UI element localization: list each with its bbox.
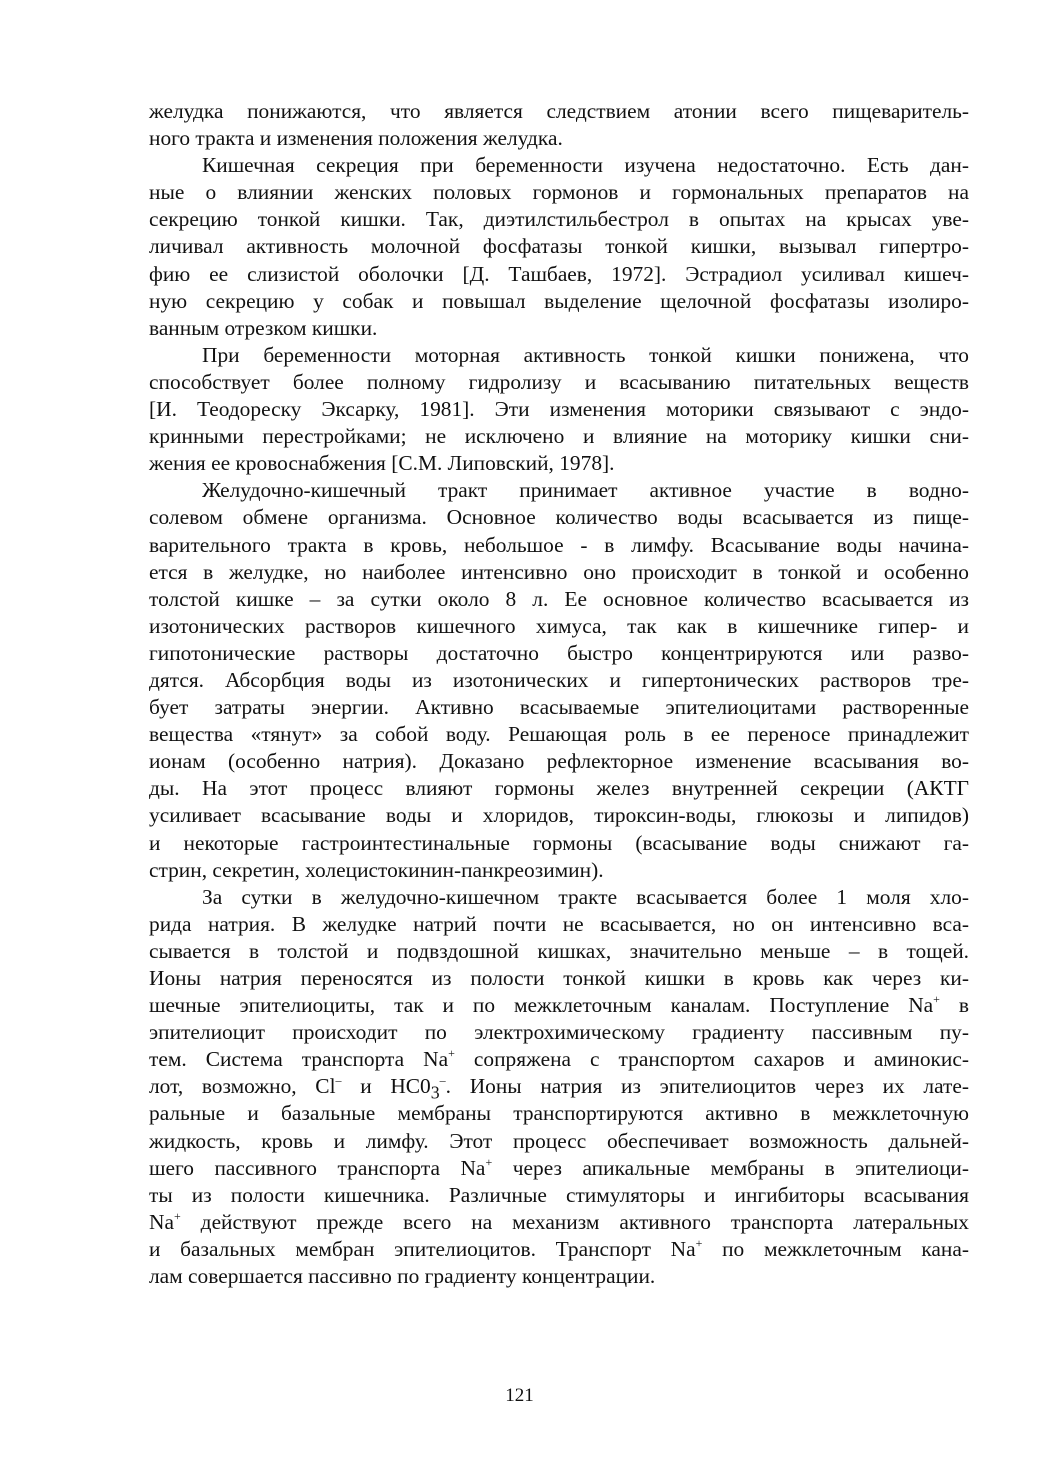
superscript-plus: + bbox=[448, 1046, 455, 1061]
text-run: Na bbox=[149, 1209, 174, 1234]
text-line: гипотонические растворы достаточно быстро концентрируются или разво- bbox=[149, 640, 969, 665]
text-run: сопряжена с транспортом сахаров и аминокис- bbox=[454, 1047, 970, 1072]
text-line: фию ее слизистой оболочки [Д. Ташбаев, 1972]. Эстрадиол усиливал кишеч- bbox=[149, 261, 969, 286]
text-run: шего пассивного транспорта Na bbox=[149, 1155, 486, 1180]
text-line: рида натрия. В желудке натрий почти не всасывается, но он интенсивно вса- bbox=[149, 911, 969, 936]
text-line: бует затраты энергии. Активно всасываемые эпителиоцитами растворенные bbox=[149, 695, 969, 720]
text-line: секрецию тонкой кишки. Так, диэтилстильбестрол в опытах на крысах уве- bbox=[149, 207, 969, 232]
text-line: способствует более полному гидролизу и всасыванию питательных веществ bbox=[149, 369, 969, 394]
text-line: жения ее кровоснабжения [С.М. Липовский, 1978]. bbox=[149, 451, 615, 476]
text-line: ную секрецию у собак и повышал выделение щелочной фосфатазы изолиро- bbox=[149, 288, 969, 313]
superscript-minus: – bbox=[439, 1073, 446, 1088]
text-line: [И. Теодореску Эксарку, 1981]. Эти изменения моторики связывают с эндо- bbox=[149, 397, 969, 422]
text-line: усиливает всасывание воды и хлоридов, тироксин-воды, глюкозы и липидов) bbox=[149, 803, 969, 828]
text-line: кринными перестройками; не исключено и влияние на моторику кишки сни- bbox=[149, 424, 969, 449]
text-line: ванным отрезком кишки. bbox=[149, 315, 378, 340]
text-run: лот, возможно, Cl bbox=[149, 1074, 336, 1099]
text-line: эпителиоцит происходит по электрохимическому градиенту пассивным пу- bbox=[149, 1020, 969, 1045]
text-line: Кишечная секреция при беременности изучена недостаточно. Есть дан- bbox=[202, 153, 969, 178]
text-line bbox=[149, 1209, 969, 1236]
superscript-plus: + bbox=[485, 1154, 493, 1169]
text-line: солевом обмене организма. Основное количество воды всасывается из пище- bbox=[149, 505, 969, 530]
text-line: ется в желудке, но наиболее интенсивно оно происходит в тонкой и особенно bbox=[149, 559, 969, 584]
text-line bbox=[149, 1155, 969, 1182]
text-line: ральные и базальные мембраны транспортируются активно в межклеточную bbox=[149, 1101, 969, 1126]
text-line bbox=[149, 992, 969, 1019]
text-line: ды. На этот процесс влияют гормоны желез внутренней секреции (АКТГ bbox=[149, 776, 969, 801]
text-line: дятся. Абсорбция воды из изотонических и гипертонических растворов тре- bbox=[149, 667, 969, 692]
text-line: ного тракта и изменения положения желудка. bbox=[149, 126, 563, 151]
text-run: через апикальные мембраны в эпителиоци- bbox=[492, 1155, 969, 1180]
text-run: по межклеточным кана- bbox=[702, 1236, 969, 1261]
text-line: личивал активность молочной фосфатазы тонкой кишки, вызывал гипертро- bbox=[149, 234, 969, 259]
text-line: Желудочно-кишечный тракт принимает активное участие в водно- bbox=[202, 478, 969, 503]
text-run: тем. Система транспорта Na bbox=[149, 1047, 449, 1072]
text-line: ты из полости кишечника. Различные стимуляторы и ингибиторы всасывания bbox=[149, 1182, 969, 1207]
text-line: ные о влиянии женских половых гормонов и гормональных препаратов на bbox=[149, 180, 969, 205]
text-run: действуют прежде всего на механизм активного транспорта латеральных bbox=[180, 1209, 969, 1234]
superscript-plus: + bbox=[933, 992, 940, 1007]
text-line: толстой кишке – за сутки около 8 л. Ее основное количество всасывается из bbox=[149, 586, 969, 611]
superscript-plus: + bbox=[173, 1208, 181, 1223]
superscript-minus: – bbox=[335, 1073, 342, 1088]
page-number: 121 bbox=[505, 1385, 534, 1406]
text-run: . Ионы натрия из эпителиоцитов через их лате- bbox=[445, 1074, 969, 1099]
text-line: При беременности моторная активность тонкой кишки понижена, что bbox=[202, 342, 969, 367]
text-line: варительного тракта в кровь, небольшое - в лимфу. Всасывание воды начина- bbox=[149, 532, 969, 557]
text-line: изотонических растворов кишечного химуса, так как в кишечнике гипер- и bbox=[149, 613, 969, 638]
text-line: лам совершается пассивно по градиенту концентрации. bbox=[149, 1264, 656, 1289]
text-line: и некоторые гастроинтестинальные гормоны (всасывание воды снижают га- bbox=[149, 830, 969, 855]
text-line: вещества «тянут» за собой воду. Решающая роль в ее переносе принадлежит bbox=[149, 722, 969, 747]
subscript-three: 3 bbox=[430, 1082, 440, 1103]
page-body bbox=[149, 98, 969, 1290]
text-line: желудка понижаются, что является следствием атонии всего пищеваритель- bbox=[149, 99, 969, 123]
text-line: ионам (особенно натрия). Доказано рефлекторное изменение всасывания во- bbox=[149, 749, 969, 774]
text-line: сывается в толстой и подвздошной кишках, значительно меньше – в тощей. bbox=[149, 938, 969, 963]
text-line bbox=[149, 1073, 969, 1103]
text-run: шечные эпителиоциты, так и по межклеточным каналам. Поступление Na bbox=[149, 993, 934, 1018]
text-line: жидкость, кровь и лимфу. Этот процесс обеспечивает возможность дальней- bbox=[149, 1128, 969, 1153]
text-run: и HC0 bbox=[341, 1074, 431, 1099]
superscript-plus: + bbox=[695, 1235, 703, 1250]
text-run: в bbox=[939, 993, 969, 1018]
text-line bbox=[149, 1236, 969, 1263]
text-line: Ионы натрия переносятся из полости тонкой кишки в кровь как через ки- bbox=[149, 966, 969, 990]
text-line bbox=[149, 1046, 969, 1073]
text-run: и базальных мембран эпителиоцитов. Транспорт Na bbox=[149, 1236, 696, 1261]
text-line: стрин, секретин, холецистокинин-панкреозимин). bbox=[149, 857, 604, 882]
text-line: За сутки в желудочно-кишечном тракте всасывается более 1 моля хло- bbox=[202, 884, 969, 909]
